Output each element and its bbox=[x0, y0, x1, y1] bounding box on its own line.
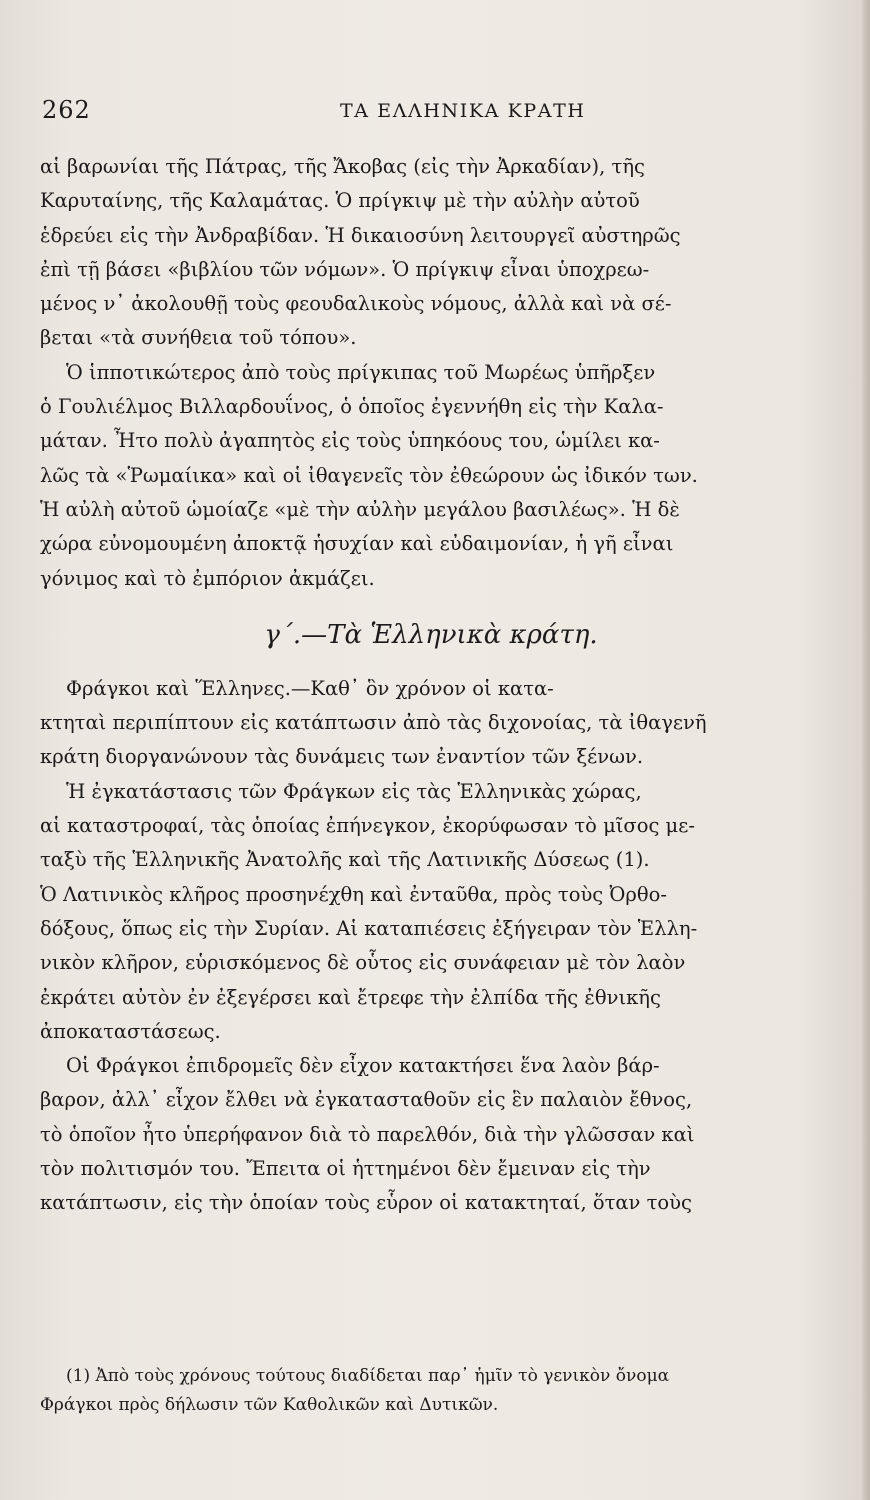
text-line: γόνιμος καὶ τὸ ἐμπόριον ἀκμάζει. bbox=[40, 566, 375, 590]
text-line: Ὁ Λατινικὸς κλῆρος προσηνέχθη καὶ ἐνταῦθα, πρὸς τοὺς Ὀρθο- bbox=[40, 882, 667, 906]
text-line: κτηταὶ περιπίπτουν εἰς κατάπτωσιν ἀπὸ τὰς διχονοίας, τὰ ἰθαγενῆ bbox=[40, 711, 707, 735]
text-line: κατάπτωσιν, εἰς τὴν ὁποίαν τοὺς εὗρον οἱ κατακτηταί, ὅταν τοὺς bbox=[40, 1191, 692, 1215]
running-head: ΤΑ ΕΛΛΗΝΙΚΑ ΚΡΑΤΗ bbox=[340, 100, 586, 122]
text-line: τὸ ὁποῖον ἦτο ὑπερήφανον διὰ τὸ παρελθόν, διὰ τὴν γλῶσσαν καὶ bbox=[40, 1122, 695, 1146]
page-header bbox=[42, 96, 802, 140]
text-line: μένος ν᾽ ἀκολουθῇ τοὺς φεουδαλικοὺς νόμους, ἀλλὰ καὶ νὰ σέ- bbox=[40, 292, 672, 316]
text-line: Ἡ αὐλὴ αὐτοῦ ὡμοίαζε «μὲ τὴν αὐλὴν μεγάλου βασιλέως». Ἡ δὲ bbox=[40, 497, 680, 521]
text-line: Καρυταίνης, τῆς Καλαμάτας. Ὁ πρίγκιψ μὲ τὴν αὐλὴν αὐτοῦ bbox=[40, 189, 640, 213]
page-number: 262 bbox=[42, 96, 91, 124]
text-line: βαρον, ἀλλ᾽ εἶχον ἔλθει νὰ ἐγκατασταθοῦν εἰς ἓν παλαιὸν ἔθνος, bbox=[40, 1088, 693, 1112]
section-heading: γ΄.—Τὰ Ἑλληνικὰ κράτη. bbox=[264, 619, 598, 650]
text-line: ἐπὶ τῇ βάσει «βιβλίου τῶν νόμων». Ὁ πρίγκιψ εἶναι ὑποχρεω- bbox=[40, 257, 650, 281]
text-line: ἑδρεύει εἰς τὴν Ἀνδραβίδαν. Ἡ δικαιοσύνη λειτουργεῖ αὐστηρῶς bbox=[40, 223, 681, 247]
text-line: ἐκράτει αὐτὸν ἐν ἐξεγέρσει καὶ ἔτρεφε τὴν ἐλπίδα τῆς ἐθνικῆς bbox=[40, 985, 661, 1009]
footnote-line: Φράγκοι πρὸς δήλωσιν τῶν Καθολικῶν καὶ Δυτικῶν. bbox=[40, 1395, 499, 1415]
text-line: Φράγκοι καὶ Ἕλληνες.—Καθ᾽ ὃν χρόνον οἱ κατα- bbox=[66, 676, 554, 700]
text-line: Οἱ Φράγκοι ἐπιδρομεῖς δὲν εἶχον κατακτήσει ἕνα λαὸν βάρ- bbox=[66, 1054, 660, 1078]
text-line: Ὁ ἱπποτικώτερος ἀπὸ τοὺς πρίγκιπας τοῦ Μωρέως ὑπῆρξεν bbox=[66, 360, 656, 384]
text-line: κράτη διοργανώνουν τὰς δυνάμεις των ἐναντίον τῶν ξένων. bbox=[40, 745, 644, 769]
paragraph bbox=[40, 672, 822, 775]
paragraph bbox=[40, 1049, 822, 1220]
text-line: αἱ βαρωνίαι τῆς Πάτρας, τῆς Ἄκοβας (εἰς τὴν Ἀρκαδίαν), τῆς bbox=[40, 155, 645, 178]
text-line: ἀποκαταστάσεως. bbox=[40, 1019, 221, 1043]
text-line: νικὸν κλῆρον, εὑρισκόμενος δὲ οὗτος εἰς συνάφειαν μὲ τὸν λαὸν bbox=[40, 951, 686, 975]
text-line: τὸν πολιτισμόν του. Ἔπειτα οἱ ἡττημένοι δὲν ἔμειναν εἰς τὴν bbox=[40, 1157, 651, 1181]
text-line: μάταν. Ἦτο πολὺ ἀγαπητὸς εἰς τοὺς ὑπηκόους του, ὡμίλει κα- bbox=[40, 429, 660, 453]
footnote bbox=[40, 1362, 822, 1420]
text-line: αἱ καταστροφαί, τὰς ὁποίας ἐπήνεγκον, ἐκορύφωσαν τὸ μῖσος με- bbox=[40, 814, 695, 838]
text-line: βεται «τὰ συνήθεια τοῦ τόπου». bbox=[40, 326, 357, 350]
footnote-line: (1) Ἀπὸ τοὺς χρόνους τούτους διαδίδεται παρ᾽ ἡμῖν τὸ γενικὸν ὄνομα bbox=[66, 1366, 670, 1386]
paragraph bbox=[40, 150, 822, 356]
text-line: χώρα εὐνομουμένη ἀποκτᾷ ἡσυχίαν καὶ εὐδαιμονίαν, ἡ γῆ εἶναι bbox=[40, 532, 674, 556]
text-line: δόξους, ὅπως εἰς τὴν Συρίαν. Αἱ καταπιέσεις ἐξήγειραν τὸν Ἑλλη- bbox=[40, 916, 698, 940]
text-line: Ἡ ἐγκατάστασις τῶν Φράγκων εἰς τὰς Ἑλληνικὰς χώρας, bbox=[66, 779, 642, 803]
text-line: ταξὺ τῆς Ἑλληνικῆς Ἀνατολῆς καὶ τῆς Λατινικῆς Δύσεως (1). bbox=[40, 848, 650, 872]
text-line: ὁ Γουλιέλμος Βιλλαρδουΐνος, ὁ ὁποῖος ἐγεννήθη εἰς τὴν Καλα- bbox=[40, 395, 664, 419]
text-line: λῶς τὰ «Ῥωμαίικα» καὶ οἱ ἰθαγενεῖς τὸν ἐθεώρουν ὡς ἰδικόν των. bbox=[40, 463, 698, 487]
main-text bbox=[40, 150, 822, 1221]
paragraph bbox=[40, 356, 822, 596]
page-edge-shadow bbox=[862, 0, 870, 1500]
paragraph bbox=[40, 775, 822, 1049]
